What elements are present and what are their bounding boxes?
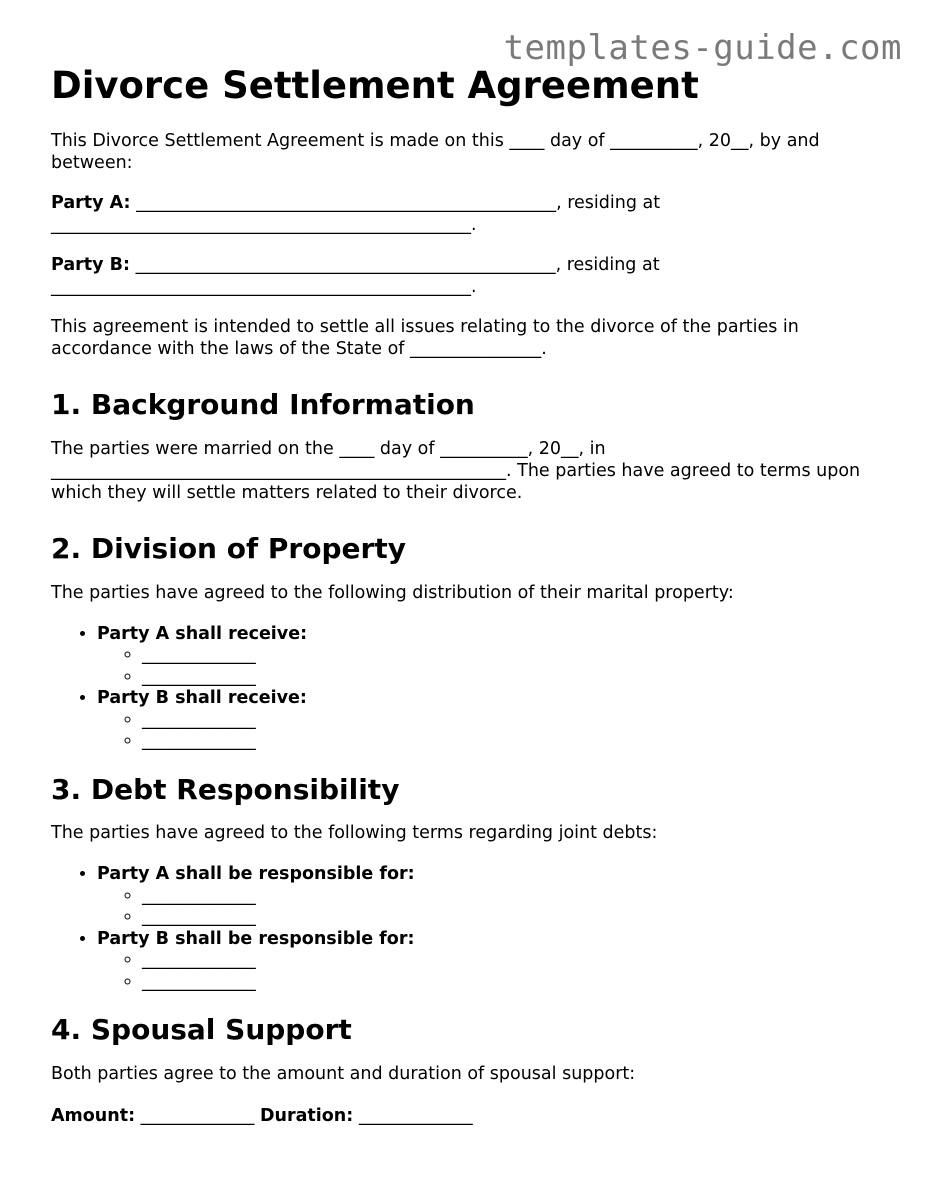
section-heading-background: 1. Background Information bbox=[51, 388, 475, 422]
party-a-line bbox=[51, 192, 881, 236]
support-fields bbox=[51, 1105, 881, 1127]
agreement-intro: This Divorce Settlement Agreement is made on this ____ day of __________, 20__, by and between: bbox=[51, 131, 820, 174]
blank-item: ◦ _____________ bbox=[142, 667, 881, 689]
background-text: The parties were married on the ____ day of __________, 20__, in ____________________________________________________. The parties have agreed to terms upon which they will settle matters related to their divorce. bbox=[51, 438, 861, 503]
blank-item: ◦ _____________ bbox=[142, 710, 881, 732]
party-b-line bbox=[51, 254, 881, 298]
watermark: templates-guide.com bbox=[503, 28, 902, 68]
debt-text: The parties have agreed to the following terms regarding joint debts: bbox=[51, 823, 658, 844]
property-party-b-label: Party B shall receive: bbox=[97, 688, 307, 709]
blank-item: ◦ _____________ bbox=[142, 972, 881, 994]
support-text: Both parties agree to the amount and duration of spousal support: bbox=[51, 1063, 636, 1084]
property-text: The parties have agreed to the following distribution of their marital property: bbox=[51, 582, 734, 603]
party-b-label: Party B: bbox=[51, 255, 130, 276]
document-page bbox=[51, 64, 881, 1127]
duration-label: Duration: bbox=[259, 1105, 354, 1126]
party-a-blanks: ________________________________________________, residing at ________________________________________________. bbox=[51, 193, 661, 236]
amount-blank: _____________ bbox=[135, 1105, 260, 1126]
blank-item: ◦ _____________ bbox=[142, 731, 881, 753]
blank-item: ◦ _____________ bbox=[142, 886, 881, 908]
debt-party-b-label: Party B shall be responsible for: bbox=[97, 928, 415, 949]
agreement-purpose: This agreement is intended to settle all issues relating to the divorce of the parties in accordance with the laws of the State of _______________. bbox=[51, 317, 799, 360]
party-a-label: Party A: bbox=[51, 193, 131, 214]
blank-item: ◦ _____________ bbox=[142, 907, 881, 929]
duration-blank: _____________ bbox=[353, 1105, 473, 1126]
blank-item: ◦ _____________ bbox=[142, 645, 881, 667]
debt-list bbox=[51, 864, 881, 993]
document-title: Divorce Settlement Agreement bbox=[51, 64, 699, 107]
list-item bbox=[97, 688, 881, 753]
blank-item: ◦ _____________ bbox=[142, 950, 881, 972]
list-item bbox=[97, 624, 881, 689]
debt-party-a-label: Party A shall be responsible for: bbox=[97, 864, 415, 885]
property-list bbox=[51, 624, 881, 753]
amount-label: Amount: bbox=[51, 1105, 136, 1126]
party-b-blanks: ________________________________________________, residing at ________________________________________________. bbox=[51, 255, 660, 298]
section-heading-support: 4. Spousal Support bbox=[51, 1013, 352, 1047]
list-item bbox=[97, 864, 881, 929]
property-party-a-label: Party A shall receive: bbox=[97, 623, 308, 644]
section-heading-debt: 3. Debt Responsibility bbox=[51, 772, 400, 806]
list-item bbox=[97, 929, 881, 994]
section-heading-property: 2. Division of Property bbox=[51, 531, 406, 565]
